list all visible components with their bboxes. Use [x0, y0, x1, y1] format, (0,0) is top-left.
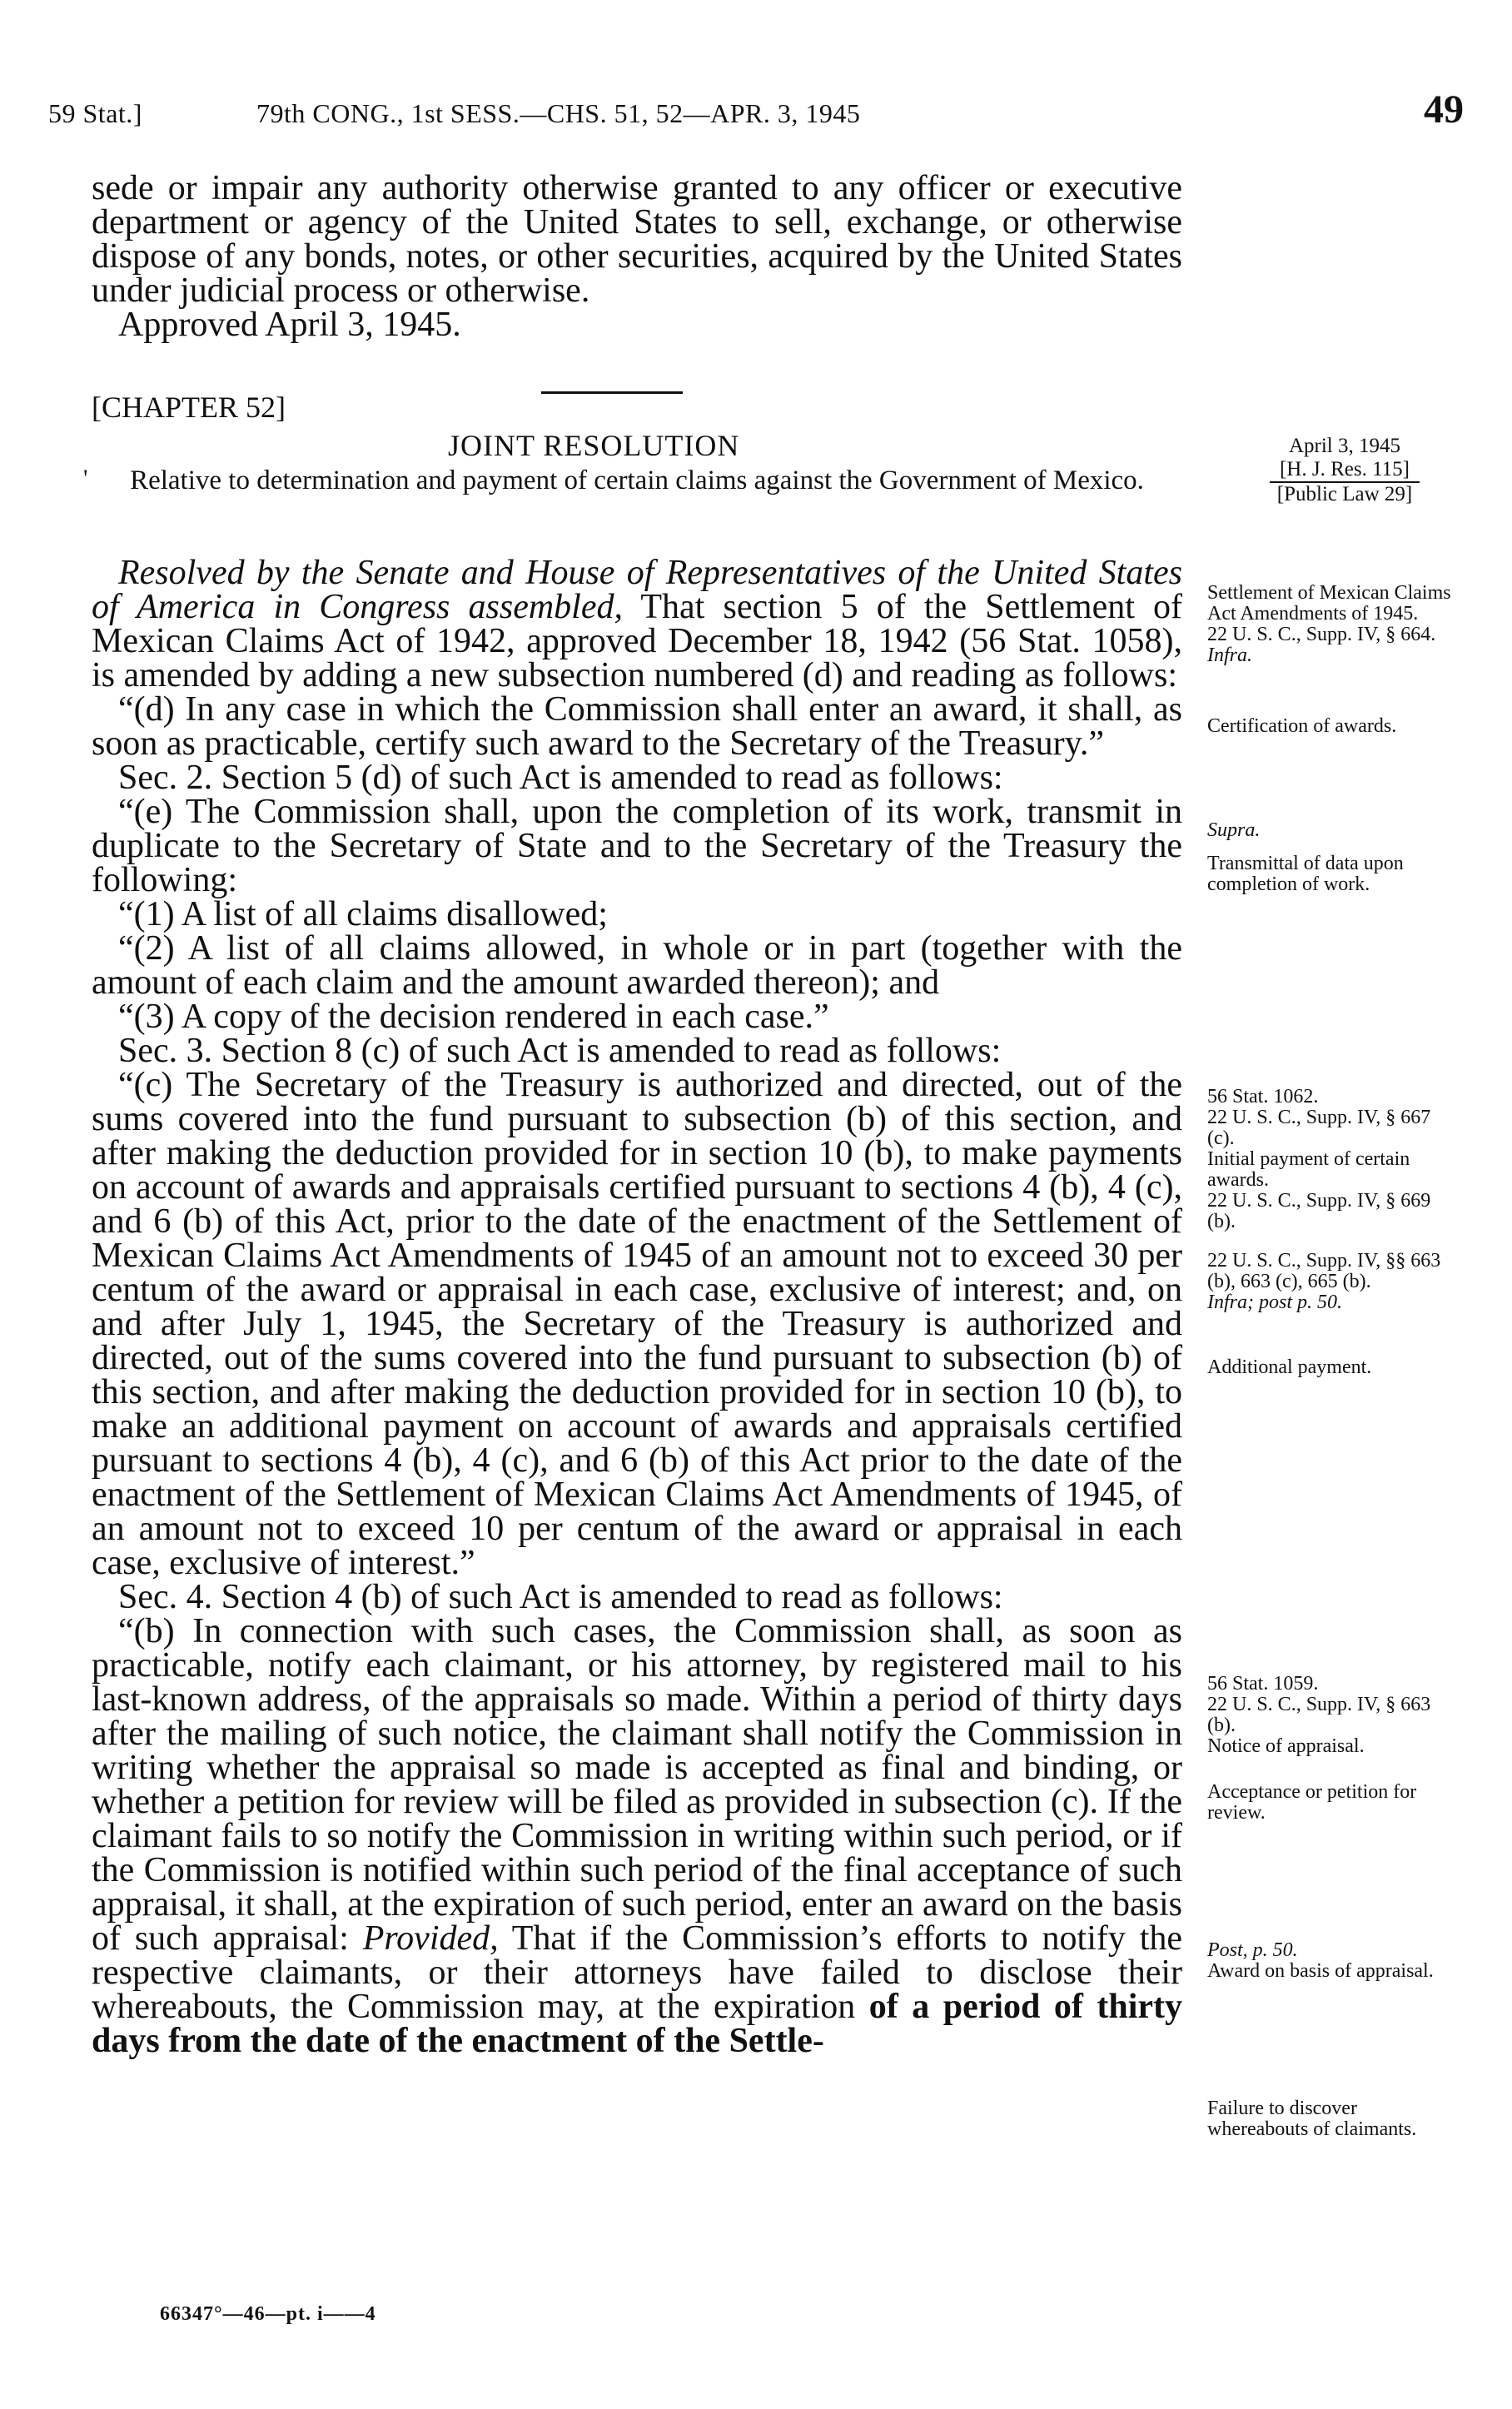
margin-note-award-basis: Post, p. 50. Award on basis of appraisal.: [1207, 1939, 1434, 1982]
section-3-heading: Sec. 3. Section 8 (c) of such Act is amended to read as follows:: [118, 1032, 1002, 1070]
continuation-paragraph: sede or impair any authority otherwise granted to any officer or executive department or agency of the United States to sell, exchange, or otherwise dispose of any bonds, notes, or other securities, acquired by the United States under judicial process or otherwise.: [92, 169, 1182, 310]
item-2: “(2) A list of all claims allowed, in whole or in part (together with the amount of each claim and the amount awarded thereon); and: [92, 929, 1182, 1002]
item-1: “(1) A list of all claims disallowed;: [118, 895, 608, 933]
subsection-e: “(e) The Commission shall, upon the completion of its work, transmit in duplicate to the Secretary of State and to the Secretary of the Treasury the following:: [92, 793, 1182, 899]
resolution-body: [92, 556, 1182, 2058]
enacting-italic: Resolved by the Senate and House of Representatives of the United States of America in Congress assembled,: [92, 554, 1182, 626]
page-number: 49: [1424, 87, 1464, 132]
margin-note-section-4: 56 Stat. 1059. 22 U. S. C., Supp. IV, § 663 (b). Notice of appraisal.: [1207, 1673, 1431, 1757]
subsection-b-last-line: of a period of thirty days from the date of the enactment of the Settle-: [92, 1988, 1182, 2060]
enactment-date: April 3, 1945: [1288, 435, 1401, 457]
resolution-description: Relative to determination and payment of certain claims against the Government of Mexico.: [130, 465, 1144, 495]
margin-note-supra: Supra.: [1207, 819, 1261, 841]
subsection-b-proviso: That if the Commission’s efforts to notify the respective claimants, or their attorneys have failed to disclose their whereabouts, the Commission may, at the expiration: [92, 1919, 1182, 2026]
enacting-clause: [92, 556, 1182, 693]
approved-line: Approved April 3, 1945.: [118, 306, 461, 344]
printer-code: 66347°—46—pt. i——4: [160, 2303, 376, 2325]
margin-tick-mark: ': [83, 465, 88, 492]
subsection-b-text: “(b) In connection with such cases, the Commission shall, as soon as practicable, notify each claimant, or his attorney, by registered mail to his last-known address, of the appraisals so made. Within a period of thirty days after the mailing of such notice, the claimant shall notify the Commission in writing whether the appraisal so made is accepted as final and binding, or whether a petition for review will be filed as provided in subsection (c). If the claimant fails to so notify the Commission in writing within such period, or if the Commission is notified within such period of the final acceptance of such appraisal, it shall, at the expiration of such period, enter an award on the basis of such appraisal:: [92, 1612, 1182, 1958]
head-congress-session: 79th CONG., 1st SESS.—CHS. 51, 52—APR. 3, 1945: [256, 98, 861, 128]
joint-resolution-title: JOINT RESOLUTION: [448, 429, 740, 462]
margin-note-section-3: 56 Stat. 1062. 22 U. S. C., Supp. IV, § 667 (c). Initial payment of certain awards. 22 U. S. C., Supp. IV, § 669 (b). 22 U. S. C., Supp. IV, §§ 663 (b), 663 (c), 665 (b). Infra; post p. 50.: [1207, 1086, 1441, 1313]
margin-note-additional-payment: Additional payment.: [1207, 1356, 1372, 1378]
margin-note-certification: Certification of awards.: [1207, 715, 1397, 737]
proviso-italic: Provided,: [362, 1919, 499, 1958]
subsection-c: “(c) The Secretary of the Treasury is authorized and directed, out of the sums covered into the fund pursuant to subsection (b) of this section, and after making the deduction provided for in section 10 (b), to make payments on account of awards and appraisals certified pursuant to sections 4 (b), 4 (c), and 6 (b) of this Act, prior to the date of the enactment of the Settlement of Mexican Claims Act Amendments of 1945 of an amount not to exceed 30 per centum of the award or appraisal in each case, exclusive of interest; and, on and after July 1, 1945, the Secretary of the Treasury is authorized and directed, out of the sums covered into the fund pursuant to subsection (b) of this section, and after making the deduction provided for in section 10 (b), to make an additional payment on account of awards and appraisals certified pursuant to sections 4 (b), 4 (c), and 6 (b) of this Act prior to the date of the enactment of the Settlement of Mexican Claims Act Amendments of 1945, of an amount not to exceed 10 per centum of the award or appraisal in each case, exclusive of interest.”: [92, 1066, 1182, 1582]
chapter-label: [CHAPTER 52]: [92, 391, 286, 424]
public-law-number: [Public Law 29]: [1276, 483, 1413, 505]
item-3: “(3) A copy of the decision rendered in each case.”: [118, 998, 829, 1036]
subsection-b: [92, 1612, 1182, 2060]
enactment-reference: [1232, 435, 1457, 506]
house-joint-resolution-number: [H. J. Res. 115]: [1270, 458, 1420, 483]
section-divider: [541, 391, 683, 394]
prior-chapter-end: [92, 169, 1182, 344]
margin-note-settlement: Settlement of Mexican Claims Act Amendments of 1945. 22 U. S. C., Supp. IV, § 664. Infra.: [1207, 582, 1451, 666]
section-4-heading: Sec. 4. Section 4 (b) of such Act is amended to read as follows:: [118, 1578, 1003, 1616]
subsection-d: “(d) In any case in which the Commission shall enter an award, it shall, as soon as practicable, certify such award to the Secretary of the Treasury.”: [92, 690, 1182, 763]
enacting-text: That section 5 of the Settlement of Mexican Claims Act of 1942, approved December 18, 1942 (56 Stat. 1058), is amended by adding a new subsection numbered (d) and reading as follows:: [92, 588, 1183, 694]
margin-note-acceptance: Acceptance or petition for review.: [1207, 1781, 1417, 1824]
margin-note-transmittal: Transmittal of data upon completion of work.: [1207, 853, 1404, 895]
head-statute-ref: 59 Stat.]: [48, 98, 142, 128]
running-head: [48, 87, 1464, 148]
margin-note-failure: Failure to discover whereabouts of claimants.: [1207, 2098, 1417, 2140]
section-2-heading: Sec. 2. Section 5 (d) of such Act is amended to read as follows:: [118, 759, 1003, 797]
